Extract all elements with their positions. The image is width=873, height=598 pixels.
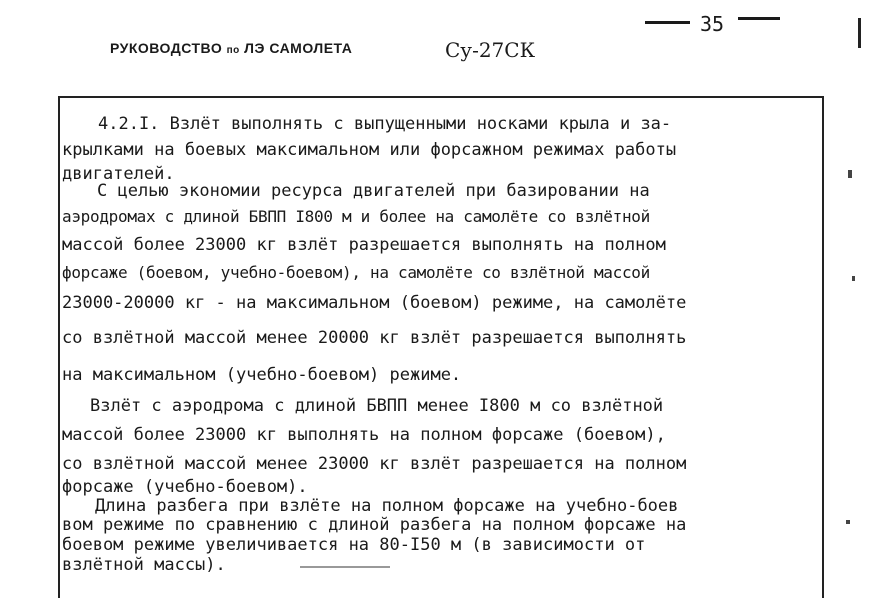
running-header xyxy=(110,40,352,56)
body-line: форсаже (боевом, учебно-боевом), на самолёте со взлётной массой xyxy=(62,263,650,282)
body-line: Взлёт с аэродрома с длиной БВПП менее I800 м со взлётной xyxy=(90,396,664,416)
body-line: двигателей. xyxy=(62,164,175,184)
header-title-rest: ЛЭ САМОЛЕТА xyxy=(244,40,353,56)
body-line: на максимальном (учебно-боевом) режиме. xyxy=(62,365,462,385)
body-line: 4.2.I. Взлёт выполнять с выпущенными носками крыла и за- xyxy=(98,114,672,134)
body-line: Длина разбега при взлёте на полном форсаже на учебно-боев xyxy=(95,496,679,516)
body-line: со взлётной массой менее 23000 кг взлёт разрешается на полном xyxy=(62,454,687,474)
body-line: со взлётной массой менее 20000 кг взлёт разрешается выполнять xyxy=(62,328,687,348)
body-line: форсаже (учебно-боевом). xyxy=(62,477,308,497)
body-line: взлётной массы). xyxy=(62,555,226,575)
page-number-dash-left xyxy=(645,21,690,24)
body-line: С целью экономии ресурса двигателей при базировании на xyxy=(97,181,650,201)
body-line: массой более 23000 кг взлёт разрешается выполнять на полном xyxy=(62,235,666,255)
body-line: аэродромах с длиной БВПП I800 м и более на самолёте со взлётной xyxy=(62,207,650,226)
aircraft-model: Су-27СК xyxy=(445,38,536,62)
body-line: вом режиме по сравнению с длиной разбега на полном форсаже на xyxy=(62,515,687,535)
binding-edge-mark xyxy=(858,18,861,48)
page-number-dash-right xyxy=(738,17,780,20)
header-title-preposition: по xyxy=(226,45,240,56)
body-line: боевом режиме увеличивается на 80-I50 м (в зависимости от xyxy=(62,535,646,555)
scan-speck xyxy=(852,276,855,281)
body-line: крылками на боевых максимальном или форсажном режимах работы xyxy=(62,140,677,160)
body-line: 23000-20000 кг - на максимальном (боевом) режиме, на самолёте xyxy=(62,293,687,313)
scan-speck xyxy=(848,170,852,178)
page-number: 35 xyxy=(700,12,725,36)
scan-speck xyxy=(846,520,850,524)
body-line: массой более 23000 кг выполнять на полном форсаже (боевом), xyxy=(62,425,666,445)
scan-speck xyxy=(300,566,390,568)
header-title: РУКОВОДСТВО xyxy=(110,40,223,56)
